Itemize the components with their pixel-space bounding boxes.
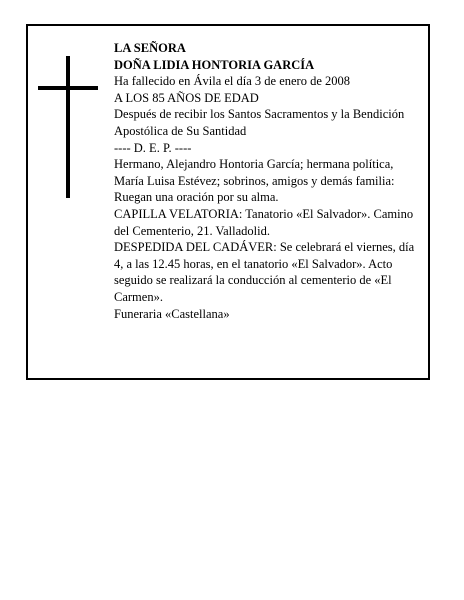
notice-text [114, 40, 424, 322]
sacraments-line: Después de recibir los Santos Sacramentos y la Bendición Apostólica de Su Santidad [114, 107, 405, 138]
cross-vertical-bar [66, 56, 70, 198]
age-line: A LOS 85 AÑOS DE EDAD [114, 90, 259, 105]
heading-line-1: LA SEÑORA [114, 41, 186, 55]
obituary-notice [26, 24, 430, 380]
cross-horizontal-bar [38, 86, 98, 90]
chapel-paragraph: CAPILLA VELATORIA: Tanatorio «El Salvador». Camino del Cementerio, 21. Valladolid. [114, 206, 414, 238]
family-paragraph: Hermano, Alejandro Hontoria García; hermana política, María Luisa Estévez; sobrinos, amigos y demás familia: Ruegan una oración por su alma. [114, 157, 395, 205]
farewell-paragraph: DESPEDIDA DEL CADÁVER: Se celebrará el viernes, día 4, a las 12.45 horas, en el tanatorio «El Salvador». Acto seguido se realizará la conducción al cementerio de «El Carmen». [114, 240, 415, 304]
rip-line: ---- D. E. P. ---- [114, 140, 192, 155]
deceased-name: DOÑA LIDIA HONTORIA GARCÍA [114, 57, 315, 72]
death-info: Ha fallecido en Ávila el día 3 de enero de 2008 [114, 74, 351, 89]
funeral-home: Funeraria «Castellana» [114, 306, 230, 321]
cross-icon [38, 56, 98, 198]
